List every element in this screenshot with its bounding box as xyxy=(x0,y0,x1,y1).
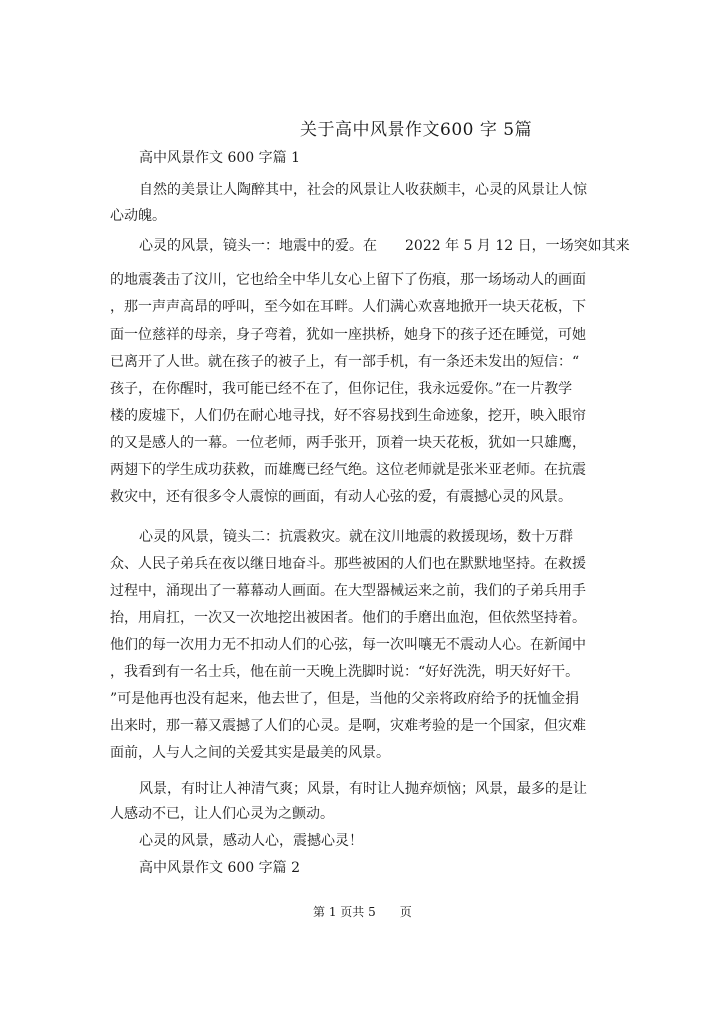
paragraph-4-line: 人感动不已，让人们心灵为之颤动。 xyxy=(110,806,334,822)
page-footer: 第 1 页共 5 页 xyxy=(313,905,412,919)
paragraph-5: 心灵的风景，感动人心，震撼心灵！ xyxy=(139,833,363,849)
paragraph-4-line: 风景，有时让人神清气爽；风景，有时让人抛弃烦恼；风景，最多的是让 xyxy=(139,781,587,797)
paragraph-2-line: 两翅下的学生成功获救，而雄鹰已经气绝。这位老师就是张米亚老师。在抗震 xyxy=(110,462,586,478)
paragraph-3-line: 抬，用肩扛，一次又一次地挖出被困者。他们的手磨出血泡，但依然坚持着。 xyxy=(110,610,586,626)
paragraph-2-first-line: 心灵的风景，镜头一：地震中的爱。在 2022 年 5 月 12 日，一场突如其来 xyxy=(139,238,630,254)
paragraph-3-line: 他们的每一次用力无不扣动人们的心弦，每一次叫嚷无不震动人心。在新闻中 xyxy=(110,637,586,653)
paragraph-2-line: 孩子，在你醒时，我可能已经不在了，但你记住，我永远爱你。”在一片教学 xyxy=(110,381,573,397)
section-heading-2: 高中风景作文 600 字篇 2 xyxy=(139,860,300,876)
paragraph-2-line: 的又是感人的一幕。一位老师，两手张开，顶着一块天花板，犹如一只雄鹰， xyxy=(110,435,586,451)
paragraph-3-line: 面前，人与人之间的关爱其实是最美的风景。 xyxy=(110,745,390,761)
section-heading-1: 高中风景作文 600 字篇 1 xyxy=(139,150,300,166)
paragraph-2-line: 救灾中，还有很多令人震惊的画面，有动人心弦的爱，有震撼心灵的风景。 xyxy=(110,489,572,505)
paragraph-2-line: ，那一声声高昂的呼叫，至今如在耳畔。人们满心欢喜地掀开一块天花板，下 xyxy=(110,299,586,315)
paragraph-2-line: 的地震袭击了汶川，它也给全中华儿女心上留下了伤痕，那一场场动人的画面 xyxy=(110,272,586,288)
paragraph-1-line: 心动魄。 xyxy=(110,208,166,224)
paragraph-3-line: 众、人民子弟兵在夜以继日地奋斗。那些被困的人们也在默默地坚持。在救援 xyxy=(110,556,586,572)
paragraph-2-line: 已离开了人世。就在孩子的被子上，有一部手机，有一条还未发出的短信：“ xyxy=(110,354,580,370)
paragraph-2-line: 楼的废墟下，人们仍在耐心地寻找，好不容易找到生命迹象，挖开，映入眼帘 xyxy=(110,408,586,424)
paragraph-3-line: ”可是他再也没有起来，他去世了，但是，当他的父亲将政府给予的抚恤金捐 xyxy=(110,691,580,707)
document-title: 关于高中风景作文600 字 5篇 xyxy=(300,120,533,140)
paragraph-3-line: 过程中，涌现出了一幕幕动人画面。在大型器械运来之前，我们的子弟兵用手 xyxy=(110,583,586,599)
paragraph-3-line: 心灵的风景，镜头二：抗震救灾。就在汶川地震的救援现场，数十万群 xyxy=(139,529,573,545)
paragraph-1-line: 自然的美景让人陶醉其中，社会的风景让人收获颇丰，心灵的风景让人惊 xyxy=(139,182,587,198)
paragraph-3-line: ，我看到有一名士兵，他在前一天晚上洗脚时说：“好好洗洗，明天好好干。 xyxy=(110,664,580,680)
paragraph-2-line: 面一位慈祥的母亲，身子弯着，犹如一座拱桥，她身下的孩子还在睡觉，可她 xyxy=(110,327,586,343)
paragraph-3-line: 出来时，那一幕又震撼了人们的心灵。是啊，灾难考验的是一个国家，但灾难 xyxy=(110,718,586,734)
